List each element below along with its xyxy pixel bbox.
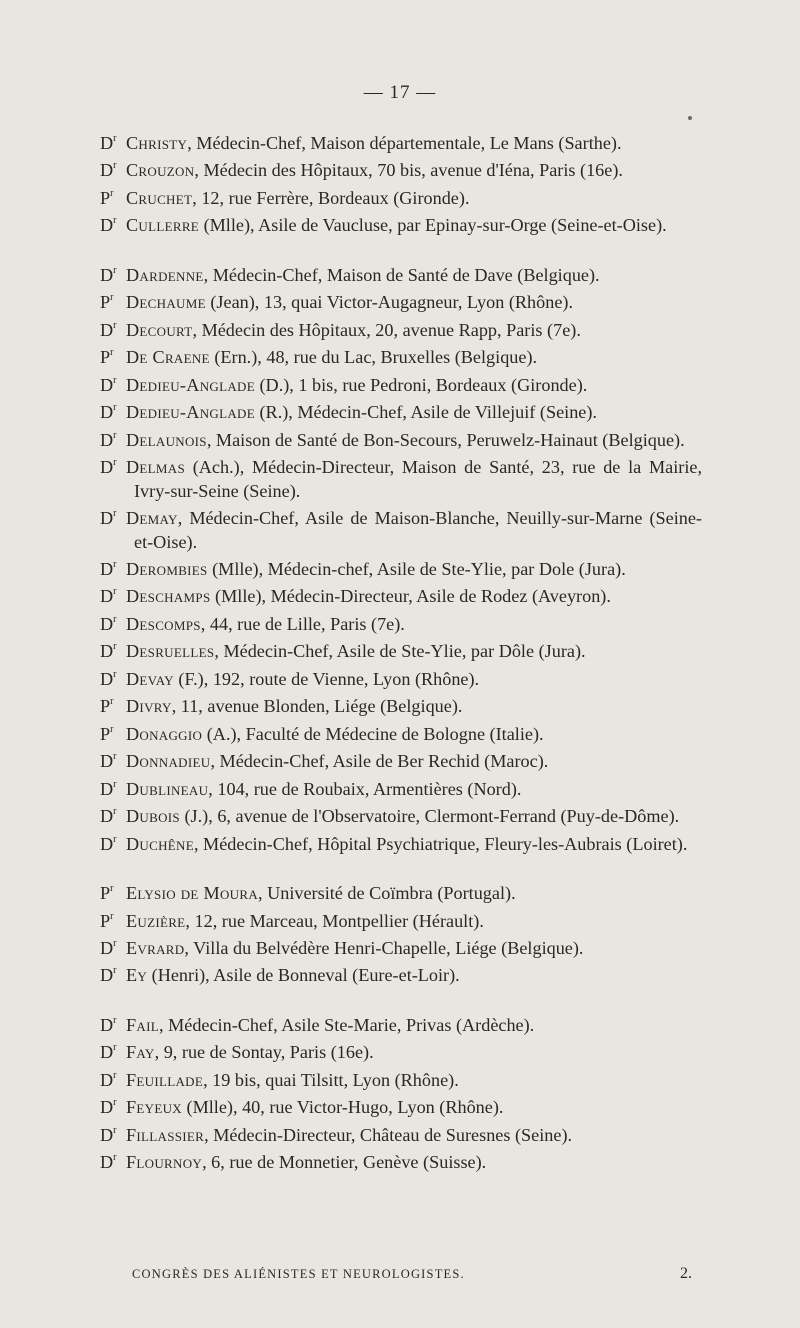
member-title-superscript: r bbox=[113, 133, 117, 144]
member-title-letter: P bbox=[100, 696, 111, 717]
member-title-letter: D bbox=[100, 806, 114, 827]
member-title bbox=[100, 183, 126, 210]
member-title bbox=[100, 342, 126, 369]
member-entry bbox=[100, 933, 702, 960]
page-footer bbox=[132, 1267, 692, 1283]
footer-running-title: CONGRÈS DES ALIÉNISTES ET NEUROLOGISTES. bbox=[132, 1267, 465, 1281]
member-title-superscript: r bbox=[113, 586, 117, 598]
member-title bbox=[100, 370, 126, 397]
member-name: Dechaume bbox=[126, 292, 206, 313]
member-name: Divry bbox=[126, 696, 172, 717]
member-name: Elysio de Moura bbox=[126, 883, 259, 904]
member-entry bbox=[100, 397, 702, 424]
member-entry bbox=[100, 829, 702, 856]
member-name: Delaunois bbox=[126, 429, 207, 450]
member-title-superscript: r bbox=[113, 457, 117, 469]
member-title-letter: D bbox=[100, 833, 114, 854]
member-entry bbox=[100, 719, 702, 746]
member-details: , Médecin-Chef, Hôpital Psychiatrique, Fleury-les-Aubrais (Loiret). bbox=[193, 833, 688, 854]
member-details: (Henri), Asile de Bonneval (Eure-et-Loir). bbox=[147, 965, 460, 986]
member-title bbox=[100, 801, 126, 828]
member-entry bbox=[100, 210, 702, 237]
member-name: Feuillade bbox=[126, 1069, 204, 1090]
member-entry bbox=[100, 636, 702, 663]
member-name: Delmas bbox=[126, 457, 185, 478]
member-details: , Médecin des Hôpitaux, 70 bis, avenue d'Iéna, Paris (16e). bbox=[194, 160, 623, 181]
member-title bbox=[100, 1010, 126, 1037]
member-details: , 104, rue de Roubaix, Armentières (Nord). bbox=[208, 778, 522, 799]
member-title-letter: P bbox=[100, 347, 111, 368]
member-details: (Mlle), Asile de Vaucluse, par Epinay-sur-Orge (Seine-et-Oise). bbox=[199, 215, 667, 236]
member-entry bbox=[100, 342, 702, 369]
member-title bbox=[100, 155, 126, 182]
member-entry bbox=[100, 315, 702, 342]
member-name: Feyeux bbox=[126, 1097, 182, 1118]
member-name: Cruchet bbox=[126, 188, 193, 208]
member-title-letter: D bbox=[100, 641, 114, 662]
member-entry bbox=[100, 1010, 702, 1037]
member-entry bbox=[100, 1092, 702, 1119]
member-title bbox=[100, 1147, 126, 1174]
member-title bbox=[100, 397, 126, 424]
member-details: (A.), Faculté de Médecine de Bologne (Italie). bbox=[202, 723, 544, 744]
member-title-letter: P bbox=[100, 910, 111, 931]
member-title-letter: D bbox=[100, 1152, 114, 1173]
ink-speck bbox=[688, 116, 692, 120]
member-title-superscript: r bbox=[113, 264, 117, 276]
member-title bbox=[100, 960, 126, 987]
member-details: (Ach.), Médecin-Directeur, Maison de Santé, 23, rue de la Mairie, Ivry-sur-Seine (Seine). bbox=[134, 457, 702, 501]
member-entry bbox=[100, 452, 702, 503]
member-entry bbox=[100, 370, 702, 397]
member-entry bbox=[100, 1037, 702, 1064]
member-title bbox=[100, 933, 126, 960]
member-entry bbox=[100, 878, 702, 905]
member-entry bbox=[100, 1065, 702, 1092]
footer-signature-mark: 2. bbox=[680, 1265, 692, 1282]
member-title-letter: D bbox=[100, 1042, 114, 1063]
member-name: Fillassier bbox=[126, 1124, 205, 1145]
member-title bbox=[100, 774, 126, 801]
member-title bbox=[100, 287, 126, 314]
member-name: De Craene bbox=[126, 347, 210, 368]
member-entry bbox=[100, 746, 702, 773]
member-name: Derombies bbox=[126, 558, 208, 579]
member-details: , 12, rue Ferrère, Bordeaux (Gironde). bbox=[192, 188, 470, 208]
member-title-letter: D bbox=[100, 508, 114, 529]
member-name: Flournoy bbox=[126, 1152, 203, 1173]
member-name: Euzière bbox=[126, 910, 186, 931]
member-entry bbox=[100, 260, 702, 287]
member-name: Decourt bbox=[126, 319, 193, 340]
member-title-superscript: r bbox=[110, 347, 114, 359]
member-title-superscript: r bbox=[113, 160, 117, 172]
member-entry bbox=[100, 691, 702, 718]
member-title-letter: D bbox=[100, 160, 114, 181]
member-entry bbox=[100, 425, 702, 452]
member-title-superscript: r bbox=[113, 1124, 117, 1136]
member-name: Descomps bbox=[126, 613, 201, 634]
member-title-superscript: r bbox=[113, 558, 117, 570]
member-details: , Médecin-Chef, Asile de Ber Rechid (Maroc). bbox=[210, 751, 549, 772]
member-name: Deschamps bbox=[126, 586, 211, 607]
member-title bbox=[100, 1037, 126, 1064]
member-title-superscript: r bbox=[110, 696, 114, 708]
member-title bbox=[100, 1120, 126, 1147]
member-title-superscript: r bbox=[113, 938, 117, 949]
member-title-letter: D bbox=[100, 264, 114, 285]
member-title-letter: D bbox=[100, 402, 114, 423]
member-title-superscript: r bbox=[113, 374, 117, 386]
member-title-letter: D bbox=[100, 1015, 114, 1035]
group-spacer bbox=[100, 238, 702, 260]
member-title-superscript: r bbox=[113, 1014, 117, 1026]
member-name: Evrard bbox=[126, 938, 185, 959]
member-details: , Médecin-Chef, Maison départementale, Le Mans (Sarthe). bbox=[187, 133, 622, 154]
group-spacer bbox=[100, 988, 702, 1010]
member-details: , Médecin-Chef, Asile de Maison-Blanche, Neuilly-sur-Marne (Seine-et-Oise). bbox=[134, 508, 702, 552]
member-title-superscript: r bbox=[113, 1069, 117, 1081]
member-title bbox=[100, 260, 126, 287]
member-details: , Maison de Santé de Bon-Secours, Peruwelz-Hainaut (Belgique). bbox=[206, 429, 685, 450]
member-title bbox=[100, 315, 126, 342]
member-title-superscript: r bbox=[110, 910, 114, 922]
member-title-letter: D bbox=[100, 1069, 114, 1090]
member-title-superscript: r bbox=[113, 319, 117, 331]
member-title bbox=[100, 719, 126, 746]
member-title bbox=[100, 1092, 126, 1119]
member-title-letter: D bbox=[100, 215, 114, 236]
member-name: Dardenne bbox=[126, 264, 204, 285]
member-entry bbox=[100, 1147, 702, 1174]
member-name: Dedieu-Anglade bbox=[126, 374, 255, 395]
member-title-superscript: r bbox=[110, 292, 114, 304]
member-entry bbox=[100, 664, 702, 691]
member-details: (J.), 6, avenue de l'Observatoire, Clermont-Ferrand (Puy-de-Dôme). bbox=[179, 806, 680, 827]
member-name: Fay bbox=[126, 1042, 155, 1063]
member-name: Dedieu-Anglade bbox=[126, 402, 255, 423]
member-title-letter: D bbox=[100, 938, 114, 959]
member-title bbox=[100, 609, 126, 636]
member-name: Christy bbox=[126, 133, 188, 154]
member-name: Dublineau bbox=[126, 778, 209, 799]
member-title bbox=[100, 746, 126, 773]
member-title bbox=[100, 691, 126, 718]
member-title-superscript: r bbox=[113, 429, 117, 441]
member-details: , Médecin-Chef, Maison de Santé de Dave (Belgique). bbox=[203, 264, 600, 285]
member-title-superscript: r bbox=[113, 833, 117, 845]
member-title-superscript: r bbox=[113, 778, 117, 790]
member-title-letter: D bbox=[100, 1124, 114, 1145]
member-name: Donnadieu bbox=[126, 751, 211, 772]
member-details: (Mlle), Médecin-Directeur, Asile de Rodez (Aveyron). bbox=[210, 586, 611, 607]
member-title-letter: P bbox=[100, 188, 111, 208]
member-details: (F.), 192, route de Vienne, Lyon (Rhône). bbox=[173, 668, 480, 689]
member-name: Duchêne bbox=[126, 833, 194, 854]
member-entry bbox=[100, 906, 702, 933]
member-title bbox=[100, 128, 126, 155]
member-entry bbox=[100, 128, 702, 155]
group-spacer bbox=[100, 856, 702, 878]
member-title-superscript: r bbox=[113, 965, 117, 977]
member-details: (Mlle), 40, rue Victor-Hugo, Lyon (Rhône). bbox=[181, 1097, 504, 1118]
member-title bbox=[100, 906, 126, 933]
member-title bbox=[100, 503, 126, 530]
member-title bbox=[100, 1065, 126, 1092]
member-name: Desruelles bbox=[126, 641, 215, 662]
member-name: Dubois bbox=[126, 806, 180, 827]
member-details: , Médecin-Directeur, Château de Suresnes (Seine). bbox=[204, 1124, 573, 1145]
member-title-letter: D bbox=[100, 751, 114, 772]
member-entry bbox=[100, 287, 702, 314]
member-title-letter: P bbox=[100, 883, 111, 904]
member-name: Devay bbox=[126, 668, 174, 689]
member-title-superscript: r bbox=[113, 402, 117, 414]
member-title-superscript: r bbox=[113, 613, 117, 625]
member-details: , 19 bis, quai Tilsitt, Lyon (Rhône). bbox=[203, 1069, 459, 1090]
member-details: , Villa du Belvédère Henri-Chapelle, Liége (Belgique). bbox=[184, 938, 584, 959]
member-title-letter: D bbox=[100, 319, 114, 340]
member-name: Cullerre bbox=[126, 215, 200, 236]
member-title bbox=[100, 581, 126, 608]
member-details: , 6, rue de Monnetier, Genève (Suisse). bbox=[202, 1152, 487, 1173]
member-title-letter: D bbox=[100, 374, 114, 395]
member-title-letter: P bbox=[100, 292, 111, 313]
member-title-letter: D bbox=[100, 965, 114, 986]
member-title-superscript: r bbox=[113, 1152, 117, 1164]
member-title-superscript: r bbox=[110, 723, 114, 735]
member-title-letter: D bbox=[100, 778, 114, 799]
member-title-letter: D bbox=[100, 457, 114, 478]
member-details: , Médecin-Chef, Asile Ste-Marie, Privas (Ardèche). bbox=[158, 1015, 535, 1035]
member-details: , Médecin-Chef, Asile de Ste-Ylie, par Dôle (Jura). bbox=[214, 641, 586, 662]
member-title-superscript: r bbox=[110, 883, 114, 895]
member-name: Donaggio bbox=[126, 723, 203, 744]
member-name: Ey bbox=[126, 965, 148, 986]
member-title-superscript: r bbox=[113, 508, 117, 520]
member-title bbox=[100, 425, 126, 452]
member-entry bbox=[100, 960, 702, 987]
member-title bbox=[100, 829, 126, 856]
member-details: , 12, rue Marceau, Montpellier (Hérault). bbox=[185, 910, 484, 931]
member-title-superscript: r bbox=[113, 806, 117, 818]
member-list bbox=[100, 128, 702, 1175]
member-details: , Université de Coïmbra (Portugal). bbox=[258, 883, 516, 904]
member-details: (Mlle), Médecin-chef, Asile de Ste-Ylie, par Dole (Jura). bbox=[207, 558, 626, 579]
page-number: — 17 — bbox=[363, 82, 437, 103]
member-title-letter: D bbox=[100, 586, 114, 607]
member-details: (R.), Médecin-Chef, Asile de Villejuif (Seine). bbox=[254, 402, 597, 423]
member-details: , 11, avenue Blonden, Liége (Belgique). bbox=[171, 696, 463, 717]
member-entry bbox=[100, 581, 702, 608]
member-title-letter: D bbox=[100, 613, 114, 634]
member-name: Fail bbox=[126, 1015, 159, 1035]
member-details: , Médecin des Hôpitaux, 20, avenue Rapp, Paris (7e). bbox=[192, 319, 581, 340]
member-entry bbox=[100, 609, 702, 636]
member-details: (Jean), 13, quai Victor-Augagneur, Lyon (Rhône). bbox=[205, 292, 574, 313]
member-title-letter: D bbox=[100, 1097, 114, 1118]
member-title bbox=[100, 210, 126, 237]
member-title-superscript: r bbox=[113, 215, 117, 227]
member-title bbox=[100, 554, 126, 581]
member-title bbox=[100, 878, 126, 905]
member-details: (D.), 1 bis, rue Pedroni, Bordeaux (Gironde). bbox=[254, 374, 588, 395]
member-title-letter: D bbox=[100, 429, 114, 450]
member-title-letter: P bbox=[100, 723, 111, 744]
member-name: Demay bbox=[126, 508, 178, 529]
member-entry bbox=[100, 183, 702, 210]
member-details: (Ern.), 48, rue du Lac, Bruxelles (Belgique). bbox=[209, 347, 538, 368]
member-title-superscript: r bbox=[113, 1097, 117, 1109]
member-entry bbox=[100, 801, 702, 828]
member-name: Crouzon bbox=[126, 160, 195, 181]
member-title-superscript: r bbox=[110, 187, 114, 199]
member-title-superscript: r bbox=[113, 751, 117, 763]
member-title-superscript: r bbox=[113, 1042, 117, 1054]
member-title-letter: D bbox=[100, 558, 114, 579]
member-title bbox=[100, 452, 126, 479]
member-title-superscript: r bbox=[113, 668, 117, 680]
member-title bbox=[100, 636, 126, 663]
member-title-letter: D bbox=[100, 133, 114, 154]
member-entry bbox=[100, 155, 702, 182]
member-details: , 44, rue de Lille, Paris (7e). bbox=[200, 613, 405, 634]
member-title bbox=[100, 664, 126, 691]
member-title-letter: D bbox=[100, 668, 114, 689]
member-entry bbox=[100, 554, 702, 581]
member-entry bbox=[100, 503, 702, 554]
member-title-superscript: r bbox=[113, 641, 117, 653]
member-details: , 9, rue de Sontay, Paris (16e). bbox=[154, 1042, 374, 1063]
member-entry bbox=[100, 774, 702, 801]
member-entry bbox=[100, 1120, 702, 1147]
